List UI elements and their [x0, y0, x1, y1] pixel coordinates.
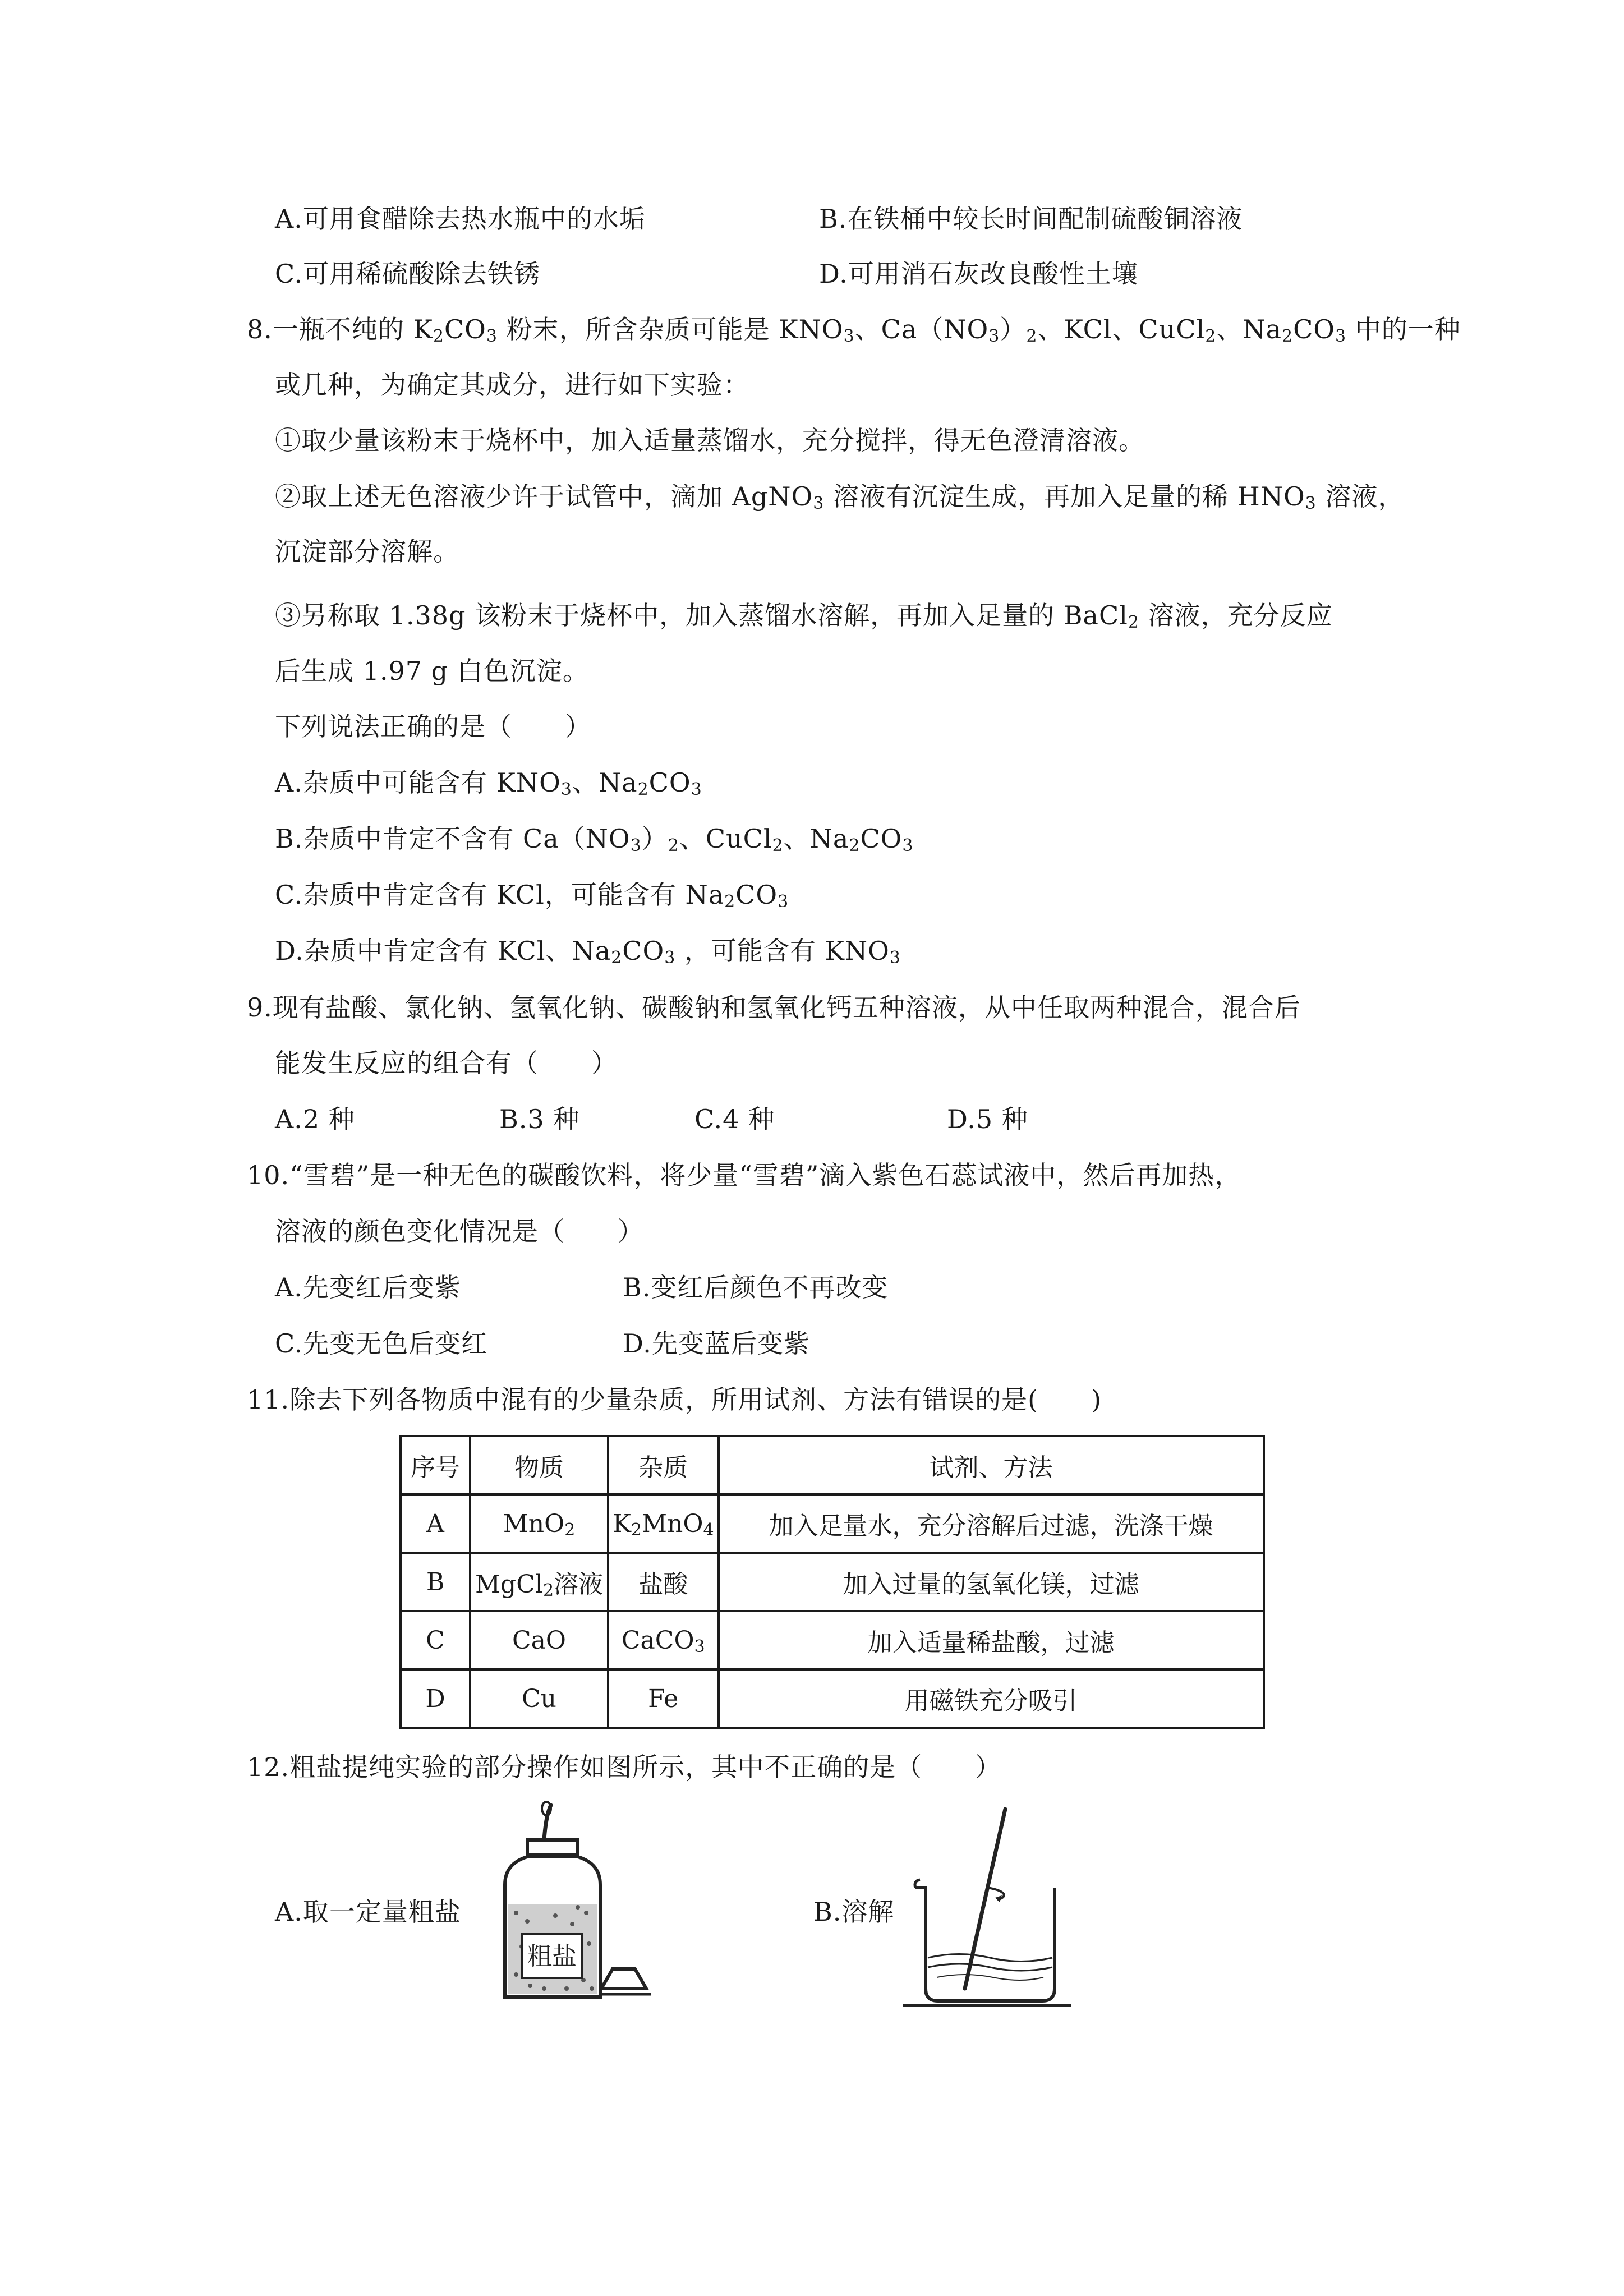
table-header-row: [401, 1436, 1264, 1494]
q8-option-c: C.杂质中肯定含有 KCl，可能含有 $Na_2CO_3$: [275, 880, 789, 912]
q11-table: [399, 1435, 1265, 1729]
beaker-stirring-figure: [903, 1803, 1071, 2011]
q12-option-a: A.取一定量粗盐: [275, 1897, 461, 1927]
q9-option-d: D.5 种: [947, 1104, 1028, 1134]
row-impurity: CaCO$_3$: [608, 1611, 719, 1669]
row-substance: CaO: [470, 1611, 608, 1669]
q9-option-a: A.2 种: [275, 1104, 355, 1134]
q10-option-b: B.变红后颜色不再改变: [623, 1272, 889, 1303]
row-method: 加入足量水，充分溶解后过滤，洗涤干燥: [719, 1494, 1264, 1553]
q10-option-a: A.先变红后变紫: [275, 1272, 461, 1303]
q8-option-a: A.杂质中可能含有 $KNO_3$、$Na_2CO_3$: [275, 767, 702, 799]
header-cell: 杂质: [608, 1436, 719, 1494]
table-row: [401, 1669, 1264, 1728]
row-substance: Cu: [470, 1669, 608, 1728]
q10-stem-line1: 10.“雪碧”是一种无色的碳酸饮料，将少量“雪碧”滴入紫色石蕊试液中，然后再加热，: [247, 1160, 1241, 1190]
row-id: D: [401, 1669, 470, 1728]
q9-option-c: C.4 种: [694, 1104, 775, 1134]
table-row: [401, 1611, 1264, 1669]
q10-option-d: D.先变蓝后变紫: [623, 1328, 810, 1359]
row-impurity: 盐酸: [608, 1553, 719, 1611]
q8-stem-line1: 8.一瓶不纯的 $K_2CO_3$ 粉末，所含杂质可能是 $KNO_3$、$Ca(NO_3)_2$、KCl、CuCl$_2$、$Na_2CO_3$ 中的一种: [247, 314, 1461, 346]
q11-stem: 11.除去下列各物质中混有的少量杂质，所用试剂、方法有错误的是( ): [247, 1384, 1102, 1415]
q12-stem: 12.粗盐提纯实验的部分操作如图所示，其中不正确的是（ ）: [247, 1752, 1002, 1782]
q8-step2-line2: 沉淀部分溶解。: [275, 536, 459, 567]
row-substance: MnO$_2$: [470, 1494, 608, 1553]
q8-step3-line2: 后生成 1.97 g 白色沉淀。: [275, 656, 589, 686]
row-substance: MgCl$_2$溶液: [470, 1553, 608, 1611]
q7-option-b: B.在铁桶中较长时间配制硫酸铜溶液: [819, 204, 1243, 234]
row-id: B: [401, 1553, 470, 1611]
header-cell: 物质: [470, 1436, 608, 1494]
row-method: 用磁铁充分吸引: [719, 1669, 1264, 1728]
row-impurity: Fe: [608, 1669, 719, 1728]
q8-stem-line2: 或几种，为确定其成分，进行如下实验：: [275, 370, 749, 400]
q8-step2-line1: ②取上述无色溶液少许于试管中，滴加 AgNO$_3$ 溶液有沉淀生成，再加入足量的稀 $HNO_3$ 溶液，: [275, 481, 1405, 513]
reagent-jar-figure: [488, 1801, 651, 2003]
q8-step3-line1: ③另称取 1.38g 该粉末于烧杯中，加入蒸馏水溶解，再加入足量的 BaCl$_2$ 溶液，充分反应: [275, 600, 1333, 632]
header-cell: 序号: [401, 1436, 470, 1494]
q8-option-b: B.杂质中肯定不含有 $Ca(NO_3)_2$、CuCl$_2$、$Na_2CO_3$: [275, 823, 914, 855]
row-method: 加入适量稀盐酸，过滤: [719, 1611, 1264, 1669]
q7-option-a: A.可用食醋除去热水瓶中的水垢: [275, 204, 646, 234]
q9-stem-line1: 9.现有盐酸、氯化钠、氢氧化钠、碳酸钠和氢氧化钙五种溶液，从中任取两种混合，混合后: [247, 992, 1301, 1023]
row-id: A: [401, 1494, 470, 1553]
q9-stem-line2: 能发生反应的组合有（ ）: [275, 1048, 618, 1078]
row-impurity: $K_2MnO_4$: [608, 1494, 719, 1553]
row-method: 加入过量的氢氧化镁，过滤: [719, 1553, 1264, 1611]
q8-question: 下列说法正确的是（ ）: [275, 711, 591, 742]
table-row: [401, 1553, 1264, 1611]
q12-option-b: B.溶解: [813, 1897, 895, 1927]
header-cell: 试剂、方法: [719, 1436, 1264, 1494]
q10-stem-line2: 溶液的颜色变化情况是（ ）: [275, 1216, 644, 1246]
q10-option-c: C.先变无色后变红: [275, 1328, 488, 1359]
q7-option-c: C.可用稀硫酸除去铁锈: [275, 259, 541, 289]
q8-option-d: D.杂质中肯定含有 KCl、$Na_2CO_3$ ，可能含有 $KNO_3$: [275, 936, 901, 968]
table-row: [401, 1494, 1264, 1553]
q8-step1: ①取少量该粉末于烧杯中，加入适量蒸馏水，充分搅拌，得无色澄清溶液。: [275, 425, 1145, 455]
q9-option-b: B.3 种: [499, 1104, 580, 1134]
q7-option-d: D.可用消石灰改良酸性土壤: [819, 259, 1138, 289]
jar-label: 粗盐: [527, 1942, 577, 1971]
row-id: C: [401, 1611, 470, 1669]
